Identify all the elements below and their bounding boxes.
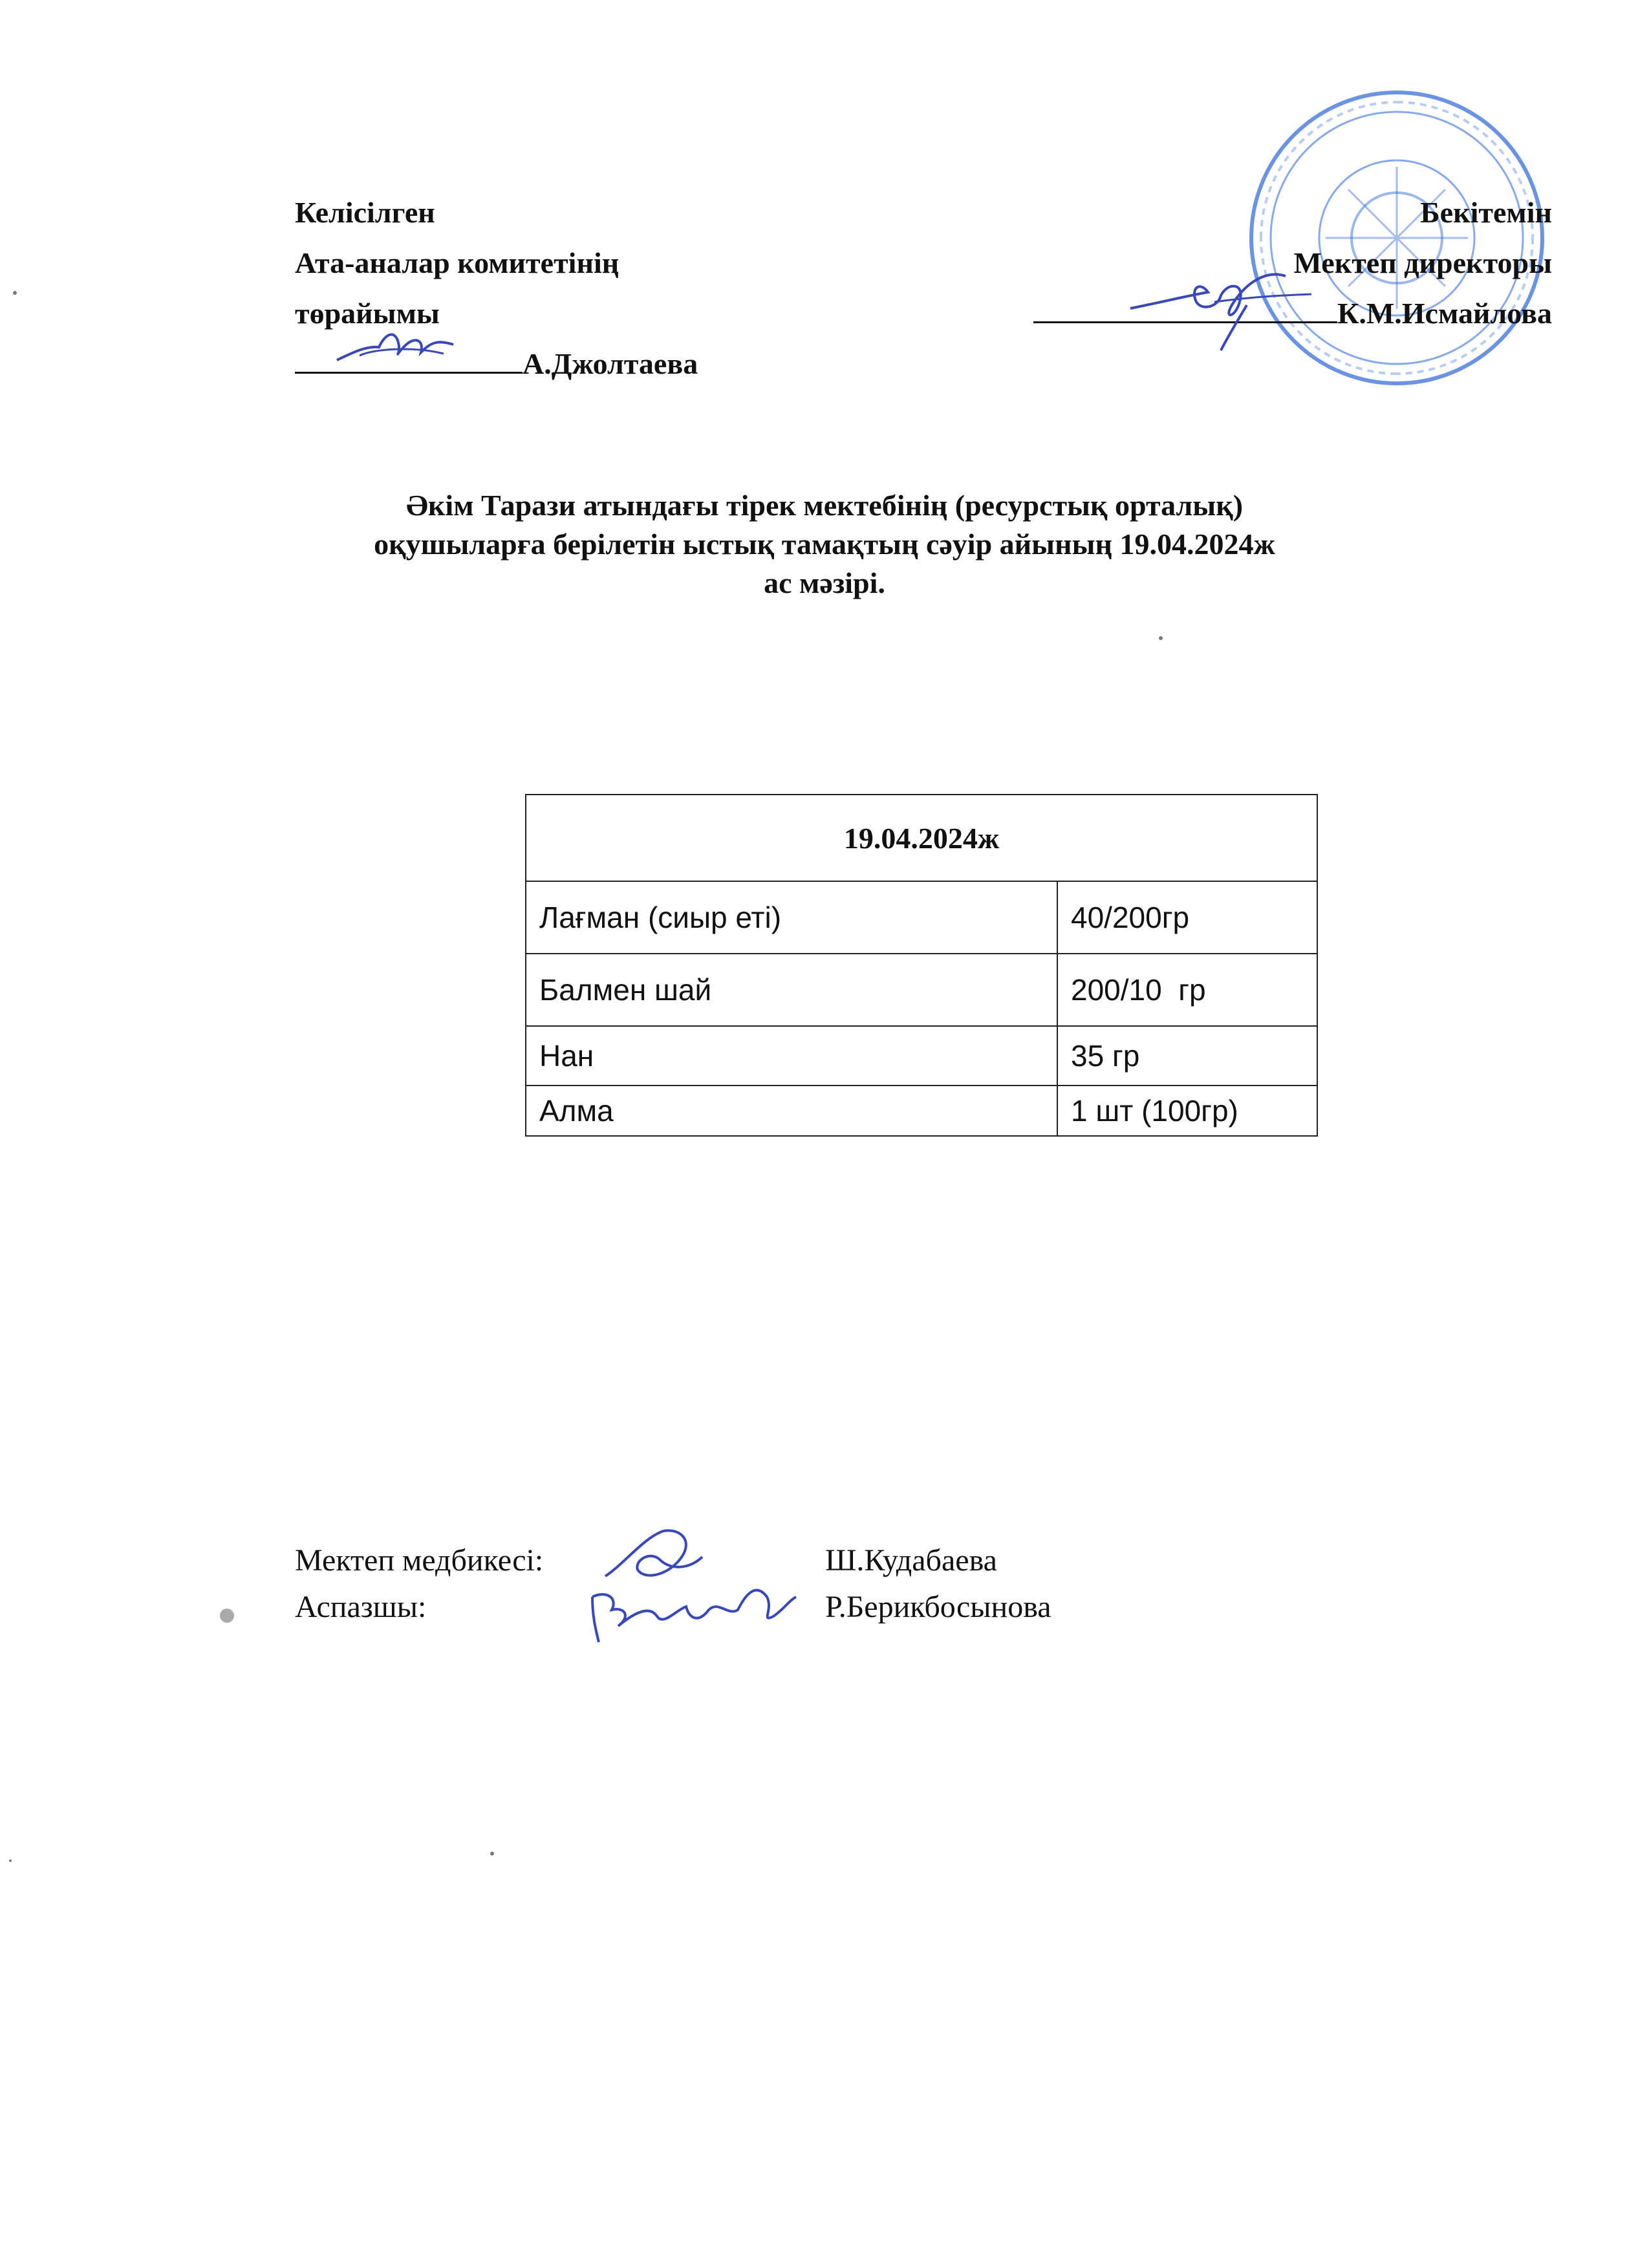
menu-item-name: Алма [526, 1086, 1057, 1136]
cook-row [295, 1584, 1200, 1631]
menu-table [525, 794, 1318, 1137]
menu-item-amount: 40/200гр [1057, 881, 1317, 954]
scan-speck [9, 1859, 12, 1862]
scan-speck [490, 1852, 494, 1856]
director-signature-icon [1124, 257, 1318, 354]
menu-item-amount: 200/10 гр [1057, 954, 1317, 1026]
signature-line [295, 346, 523, 374]
scan-speck [13, 291, 17, 295]
approve-label: Бекітемін [1420, 196, 1552, 229]
director-name: К.М.Исмайлова [1337, 297, 1552, 330]
nurse-name: Ш.Кудабаева [825, 1543, 997, 1578]
table-row [526, 1086, 1317, 1136]
table-row [526, 881, 1317, 954]
parents-committee-approval [295, 187, 877, 389]
menu-item-name: Балмен шай [526, 954, 1057, 1026]
scan-speck [220, 1609, 234, 1623]
menu-item-amount: 1 шт (100гр) [1057, 1086, 1317, 1136]
director-label: Мектеп директоры [1293, 246, 1552, 279]
scan-speck [1159, 636, 1163, 640]
staff-signatures [295, 1537, 1200, 1631]
title-line: ас мәзірі. [764, 566, 885, 599]
menu-title [0, 486, 1649, 603]
menu-date-header: 19.04.2024ж [526, 795, 1317, 881]
signature-line [1033, 295, 1337, 323]
table-row [526, 1026, 1317, 1086]
approval-label: Келісілген [295, 196, 435, 229]
chairperson-label: төрайымы [295, 297, 440, 330]
committee-label: Ата-аналар комитетінің [295, 246, 620, 279]
table-header-row [526, 795, 1317, 881]
menu-item-name: Лағман (сиыр еті) [526, 881, 1057, 954]
chairperson-signature-icon [334, 320, 457, 378]
chairperson-name: А.Джолтаева [523, 347, 698, 380]
menu-item-amount: 35 гр [1057, 1026, 1317, 1086]
cook-signature-icon [579, 1571, 799, 1655]
cook-role: Аспазшы: [295, 1590, 427, 1624]
table-row [526, 954, 1317, 1026]
director-approval [970, 187, 1552, 339]
title-line: оқушыларға берілетін ыстық тамақтың сәуір айының 19.04.2024ж [374, 528, 1275, 561]
signature-row [970, 288, 1552, 339]
signature-row [295, 339, 877, 389]
title-line: Әкім Тарази атындағы тірек мектебінің (ресурстық орталық) [405, 489, 1244, 522]
menu-item-name: Нан [526, 1026, 1057, 1086]
nurse-role: Мектеп медбикесі: [295, 1543, 544, 1578]
cook-name: Р.Берикбосынова [825, 1590, 1051, 1624]
